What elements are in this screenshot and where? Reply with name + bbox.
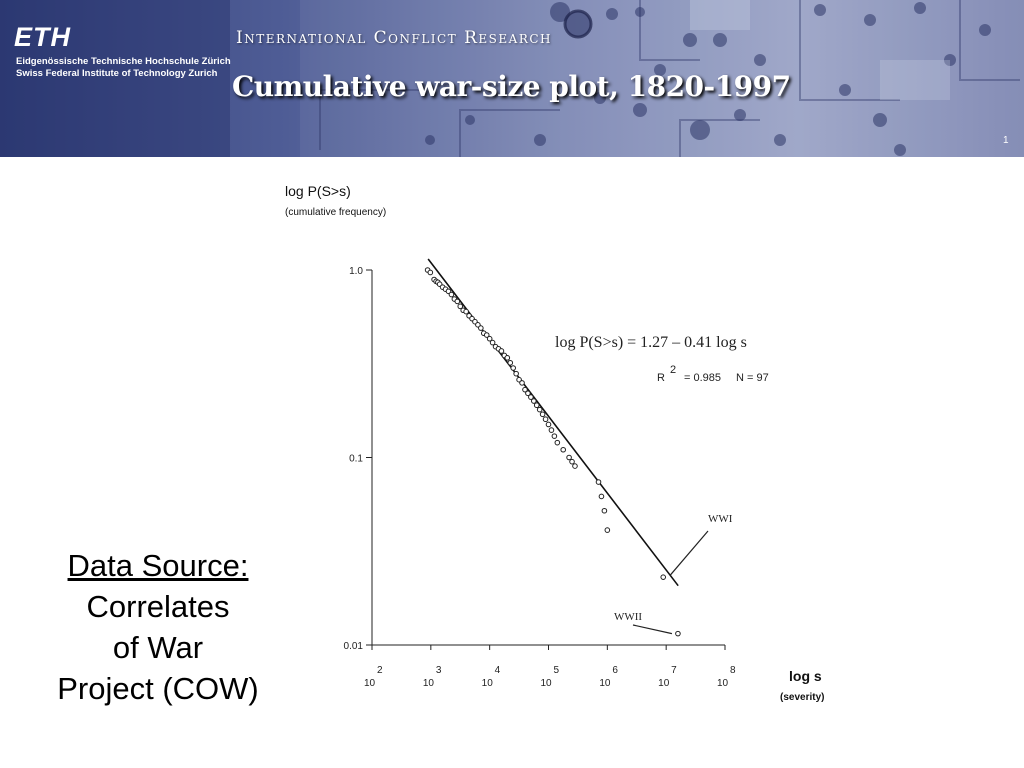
x-tick-base: 10: [717, 678, 729, 689]
data-point: [428, 270, 433, 275]
data-point: [552, 434, 557, 439]
data-point: [508, 360, 513, 365]
data-point: [534, 403, 539, 408]
x-tick-exponent: 7: [671, 665, 677, 676]
regression-line: [428, 259, 678, 586]
data-point: [505, 356, 510, 361]
x-tick-base: 10: [540, 678, 552, 689]
x-tick-base: 10: [599, 678, 611, 689]
data-point: [514, 371, 519, 376]
eth-logo: ETH: [14, 22, 71, 52]
source-heading: Data Source:: [67, 548, 249, 583]
x-axis-subtitle: (severity): [780, 692, 825, 703]
slide-number: 1: [1003, 135, 1009, 146]
annotation-leader: [633, 625, 672, 634]
data-point: [605, 528, 610, 533]
data-point: [449, 292, 454, 297]
data-point: [561, 447, 566, 452]
data-point: [520, 381, 525, 386]
data-point: [499, 349, 504, 354]
x-tick-base: 10: [422, 678, 434, 689]
x-tick-exponent: 5: [553, 665, 560, 676]
data-point: [570, 459, 575, 464]
y-axis-subtitle: (cumulative frequency): [285, 207, 387, 218]
institution-name-german: Eidgenössische Technische Hochschule Zürich: [16, 56, 231, 67]
annotation-label: WWI: [708, 513, 733, 525]
x-tick-exponent: 8: [730, 665, 736, 676]
x-tick-base: 10: [364, 678, 376, 689]
data-point: [573, 464, 578, 469]
data-point: [676, 631, 681, 636]
x-tick-exponent: 6: [612, 665, 618, 676]
x-tick-base: 10: [481, 678, 493, 689]
data-point: [602, 508, 607, 513]
program-title: International Conflict Research: [236, 28, 553, 48]
data-point: [540, 412, 545, 417]
r-squared-prefix: R: [657, 372, 665, 384]
data-point: [531, 399, 536, 404]
x-tick-exponent: 2: [377, 665, 383, 676]
data-point: [546, 422, 551, 427]
data-point: [549, 428, 554, 433]
x-tick-exponent: 4: [494, 665, 501, 676]
y-tick-label: 0.01: [343, 641, 363, 652]
data-point: [599, 494, 604, 499]
r-squared-exponent: 2: [670, 364, 677, 376]
data-point: [596, 480, 601, 485]
x-tick-base: 10: [658, 678, 670, 689]
sample-size: N = 97: [736, 372, 769, 384]
source-line: Correlates: [86, 589, 230, 624]
data-point: [455, 299, 460, 304]
data-point: [464, 309, 469, 314]
data-point: [567, 455, 572, 460]
annotation-leader: [670, 531, 708, 575]
y-tick-label: 1.0: [349, 266, 363, 277]
fit-equation: log P(S>s) = 1.27 – 0.41 log s: [555, 334, 747, 351]
data-point: [555, 440, 560, 445]
annotation-label: WWII: [614, 611, 643, 623]
data-point: [537, 407, 542, 412]
data-point: [479, 326, 484, 331]
y-tick-label: 0.1: [349, 453, 363, 465]
x-tick-exponent: 3: [435, 665, 442, 676]
source-line: Project (COW): [57, 671, 259, 706]
r-squared-value: = 0.985: [684, 372, 722, 384]
data-point: [543, 417, 548, 422]
x-axis-title: log s: [789, 668, 822, 684]
source-line: of War: [112, 630, 204, 665]
institution-name-english: Swiss Federal Institute of Technology Zurich: [16, 68, 218, 79]
slide-title: Cumulative war-size plot, 1820-1997: [232, 70, 791, 103]
data-point: [661, 575, 666, 580]
data-point: [511, 366, 516, 371]
y-axis-title: log P(S>s): [285, 183, 351, 199]
